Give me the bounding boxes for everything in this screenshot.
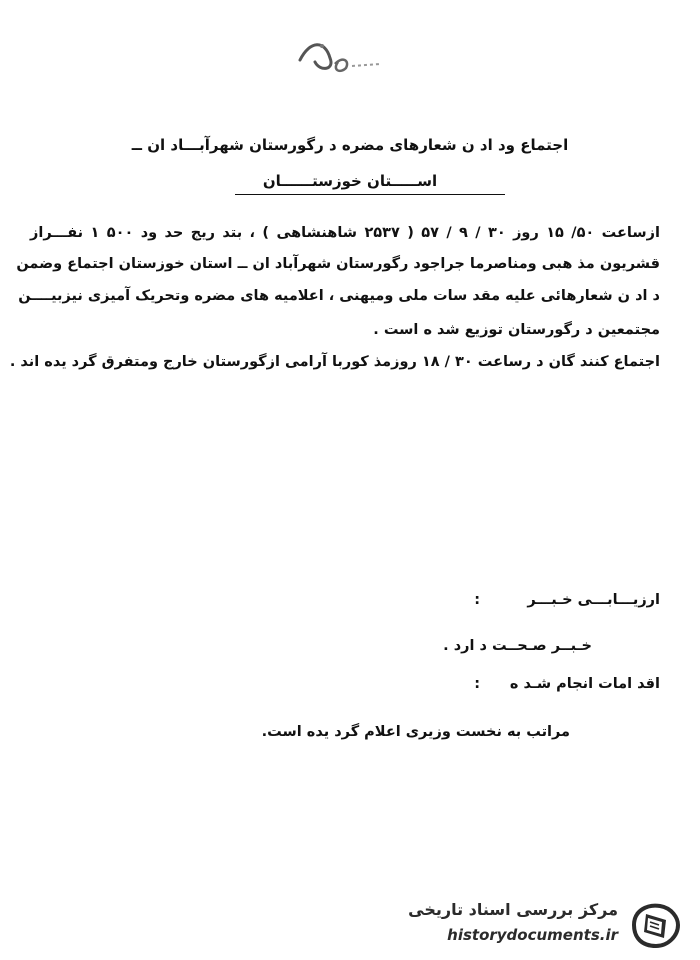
evaluation-value: خـبــر صـحــت د ارد .: [443, 638, 592, 654]
watermark-org-name: مرکز بررسی اسناد تاریخی: [408, 900, 618, 919]
document-subtitle: اســـــتان خوزستــــــان: [262, 172, 438, 190]
evaluation-colon: :: [474, 592, 480, 608]
title-underline: [235, 194, 505, 195]
report-line-2: قشریون مذ هبی ومناصرما جراجود رگورستان شهرآباد ان ــ استان خوزستان اجتماع وضمن: [16, 256, 660, 272]
document-title: اجتماع ود اد ن شعارهای مضره د رگورستان شهرآبـــاد ان ــ: [131, 136, 569, 154]
evaluation-label: ارزیـــابـــی خـبـــر: [527, 592, 660, 608]
report-line-1: ازساعت ۵۰/ ۱۵ روز ۳۰ / ۹ / ۵۷ ( ۲۵۳۷ شاهنشاهی ) ، بتد ریج حد ود ۵۰۰ ۱ نفـــراز: [30, 225, 660, 241]
report-line-5: اجتماع کنند گان د رساعت ۳۰ / ۱۸ روزمذ کوربا آرامی ازگورستان خارج ومتفرق گرد یده اند .: [9, 354, 660, 370]
actions-value: مراتب به نخست وزیری اعلام گرد یده است.: [261, 724, 570, 740]
actions-colon: :: [474, 676, 480, 692]
actions-label: اقد امات انجام شـد ه: [509, 676, 660, 692]
report-line-4: مجتمعین د رگورستان توزیع شد ه است .: [373, 322, 660, 338]
archive-logo-icon: [628, 900, 684, 950]
watermark-footer: [388, 898, 688, 952]
report-line-3: د اد ن شعارهائی علیه مقد سات ملی ومیهنی ، اعلامیه های مضره وتحریک آمیزی نیزبیــــن: [18, 288, 660, 304]
watermark-url: historydocuments.ir: [447, 926, 618, 944]
faded-stamp-mark: [280, 30, 400, 80]
